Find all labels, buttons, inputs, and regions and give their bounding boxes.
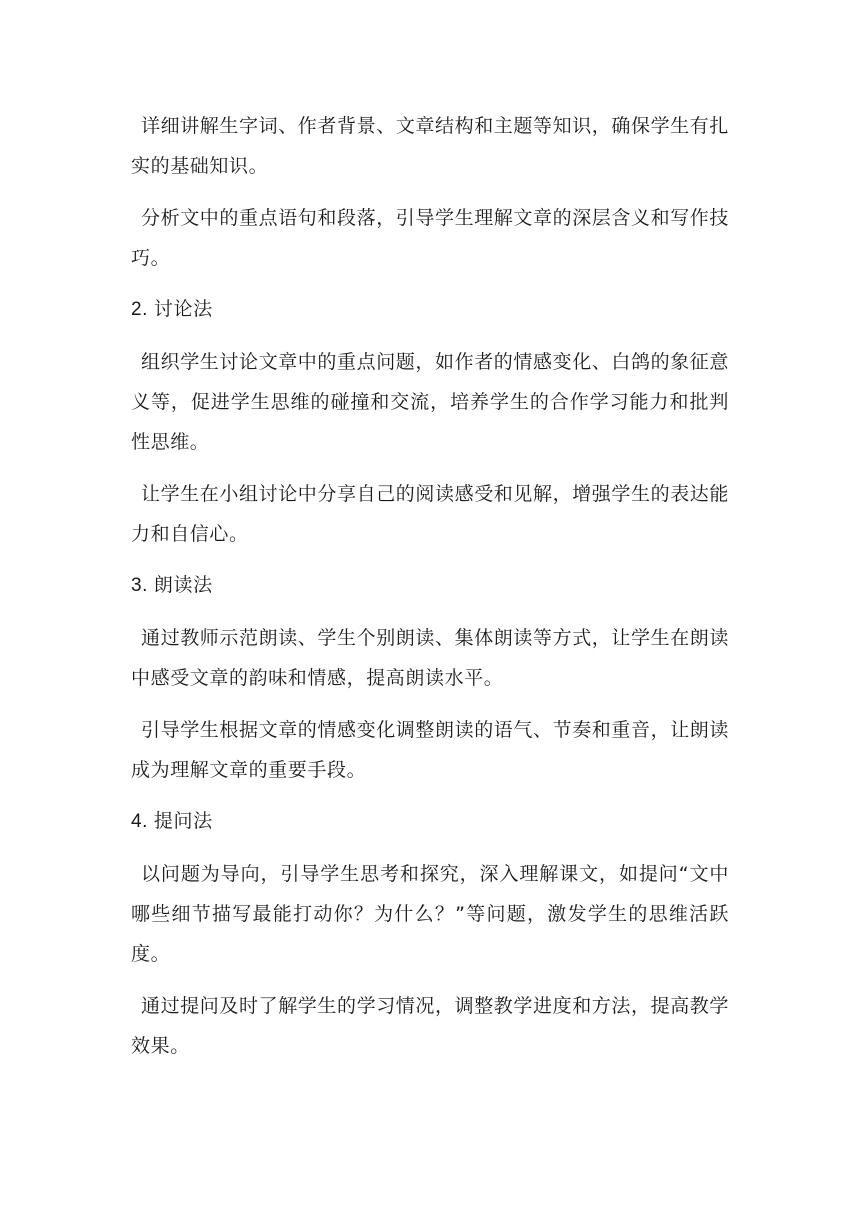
paragraph-discussion-topics: 组织学生讨论文章中的重点问题，如作者的情感变化、白鸽的象征意义等，促进学生思维的碰撞和交流，培养学生的合作学习能力和批判性思维。: [131, 351, 730, 453]
paragraph-reading-modes: 通过教师示范朗读、学生个别朗读、集体朗读等方式，让学生在朗读中感受文章的韵味和情感，提高朗读水平。: [131, 627, 730, 689]
heading-questioning-method: 4. 提问法: [131, 811, 213, 832]
paragraph-group-sharing: 让学生在小组讨论中分享自己的阅读感受和见解，增强学生的表达能力和自信心。: [131, 483, 730, 545]
document-body: [131, 106, 729, 1066]
paragraph-basic-knowledge: 详细讲解生字词、作者背景、文章结构和主题等知识，确保学生有扎实的基础知识。: [131, 115, 730, 177]
heading-reading-method: 3. 朗读法: [131, 575, 213, 596]
paragraph-key-sentences: 分析文中的重点语句和段落，引导学生理解文章的深层含义和写作技巧。: [131, 207, 730, 269]
paragraph-question-guidance: 以问题为导向，引导学生思考和探究，深入理解课文，如提问“文中哪些细节描写最能打动你？为什么？”等问题，激发学生的思维活跃度。: [131, 863, 729, 965]
paragraph-question-feedback: 通过提问及时了解学生的学习情况，调整教学进度和方法，提高教学效果。: [131, 995, 730, 1057]
paragraph-reading-tone: 引导学生根据文章的情感变化调整朗读的语气、节奏和重音，让朗读成为理解文章的重要手段。: [131, 719, 730, 781]
heading-discussion-method: 2. 讨论法: [131, 299, 213, 320]
